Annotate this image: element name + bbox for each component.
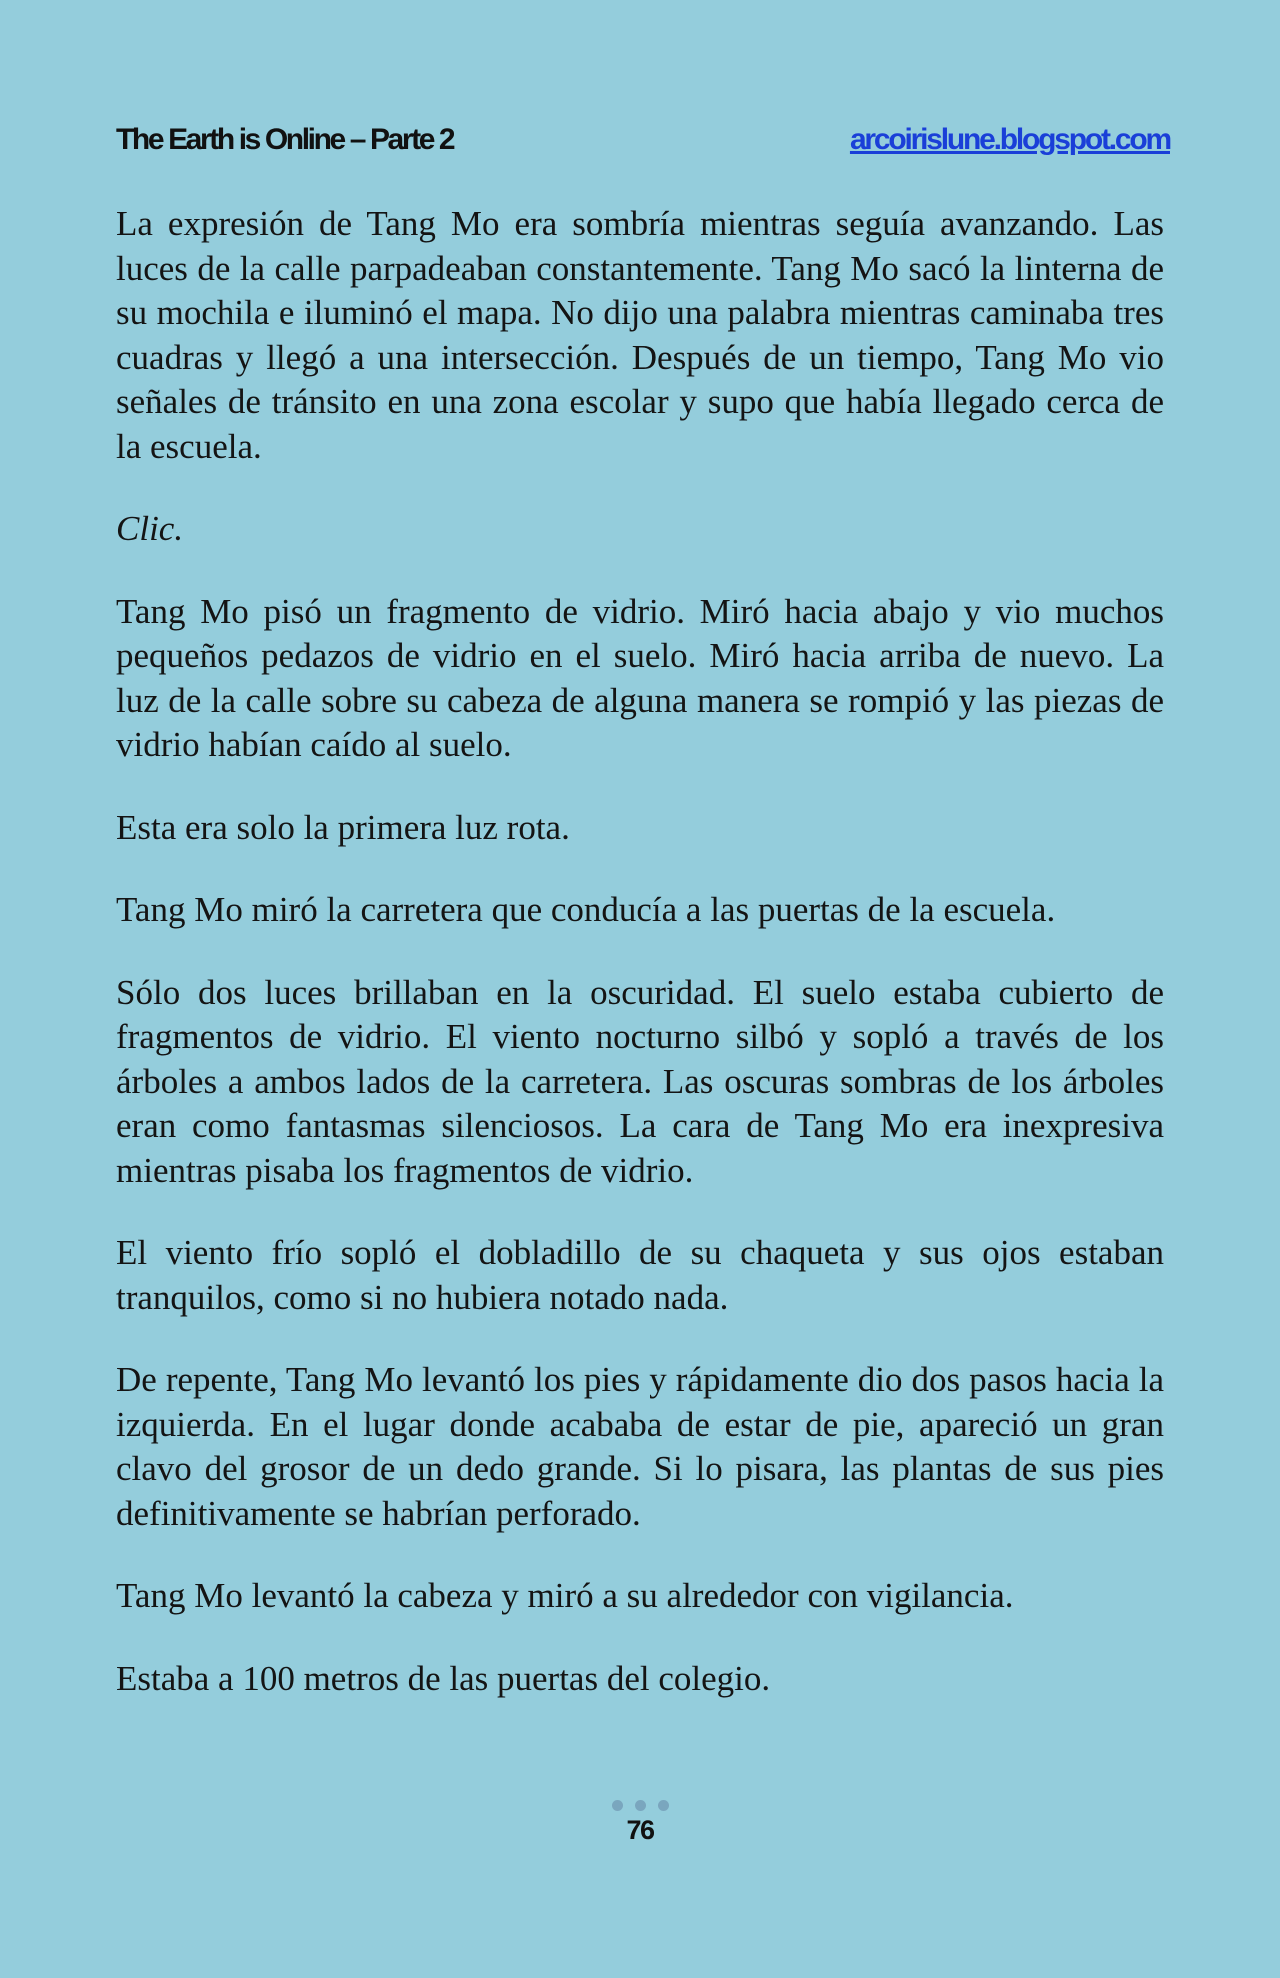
page-body bbox=[116, 202, 1164, 1739]
ornament-dot bbox=[635, 1800, 646, 1811]
page-footer bbox=[0, 1800, 1280, 1846]
paragraph: Tang Mo miró la carretera que conducía a las puertas de la escuela. bbox=[116, 890, 1056, 929]
paragraph: De repente, Tang Mo levantó los pies y rápidamente dio dos pasos hacia la izquierda. En el lugar donde acababa de estar de pie, apareció un gran clavo del grosor de un dedo grande. Si lo pisara, las plantas de sus pies definitivamente se habrían perforado. bbox=[116, 1360, 1164, 1533]
paragraph-sound-effect: Clic. bbox=[116, 509, 184, 548]
ornament-dots bbox=[0, 1800, 1280, 1811]
book-title: The Earth is Online – Parte 2 bbox=[116, 123, 454, 156]
paragraph: La expresión de Tang Mo era sombría mientras seguía avanzando. Las luces de la calle parpadeaban constantemente. Tang Mo sacó la linterna de su mochila e iluminó el mapa. No dijo una palabra mientras caminaba tres cuadras y llegó a una intersección. Después de un tiempo, Tang Mo vio señales de tránsito en una zona escolar y supo que había llegado cerca de la escuela. bbox=[116, 204, 1164, 466]
paragraph: El viento frío sopló el dobladillo de su chaqueta y sus ojos estaban tranquilos, como si no hubiera notado nada. bbox=[116, 1233, 1164, 1317]
page-number: 76 bbox=[626, 1815, 654, 1845]
ornament-dot bbox=[658, 1800, 669, 1811]
blog-link[interactable]: arcoirislune.blogspot.com bbox=[849, 123, 1170, 156]
paragraph: Esta era solo la primera luz rota. bbox=[116, 807, 570, 847]
ornament-dot bbox=[612, 1800, 623, 1811]
paragraph: Sólo dos luces brillaban en la oscuridad. El suelo estaba cubierto de fragmentos de vidrio. El viento nocturno silbó y sopló a través de los árboles a ambos lados de la carretera. Las oscuras sombras de los árboles eran como fantasmas silenciosos. La cara de Tang Mo era inexpresiva mientras pisaba los fragmentos de vidrio. bbox=[116, 972, 1164, 1190]
paragraph: Tang Mo levantó la cabeza y miró a su alrededor con vigilancia. bbox=[116, 1576, 1014, 1615]
page-header bbox=[116, 118, 1170, 162]
paragraph: Estaba a 100 metros de las puertas del colegio. bbox=[116, 1658, 771, 1698]
paragraph: Tang Mo pisó un fragmento de vidrio. Miró hacia abajo y vio muchos pequeños pedazos de vidrio en el suelo. Miró hacia arriba de nuevo. La luz de la calle sobre su cabeza de alguna manera se rompió y las piezas de vidrio habían caído al suelo. bbox=[116, 591, 1164, 764]
